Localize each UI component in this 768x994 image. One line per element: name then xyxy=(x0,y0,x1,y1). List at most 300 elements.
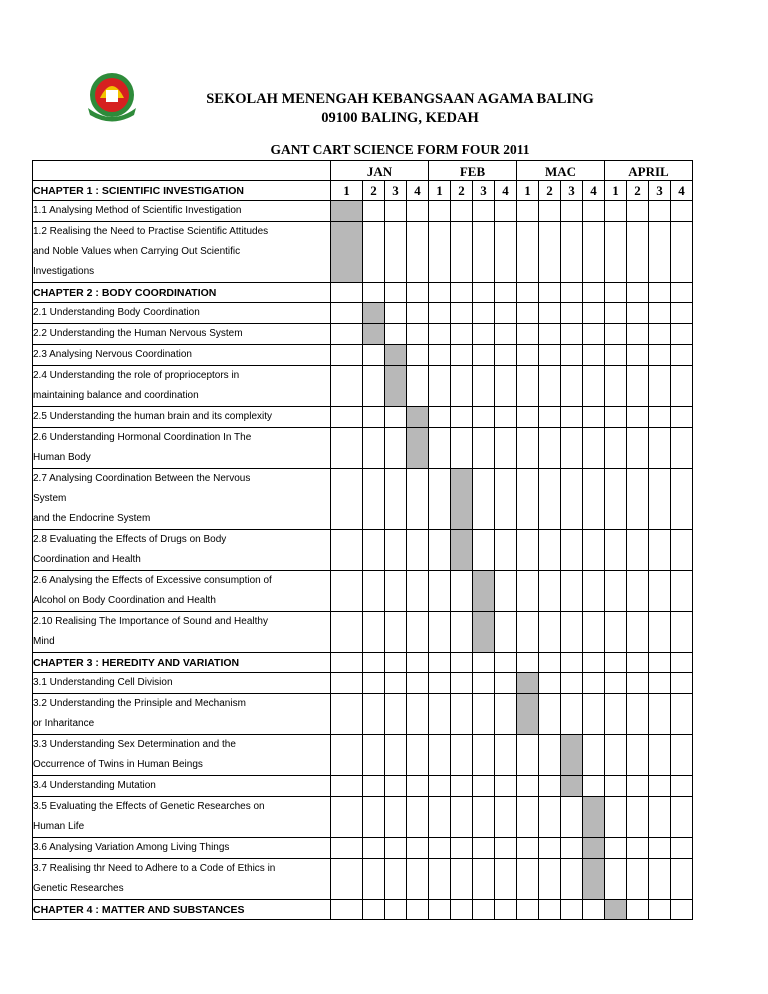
gantt-cell xyxy=(561,797,583,838)
gantt-cell xyxy=(539,366,561,407)
gantt-cell xyxy=(385,303,407,324)
gantt-cell xyxy=(495,469,517,530)
gantt-bar xyxy=(451,530,473,571)
gantt-cell xyxy=(495,673,517,694)
gantt-cell xyxy=(671,407,693,428)
gantt-cell xyxy=(649,283,671,303)
gantt-cell xyxy=(649,530,671,571)
activity-row xyxy=(33,324,693,345)
gantt-cell xyxy=(517,222,539,283)
month-label: JAN xyxy=(331,161,429,181)
gantt-cell xyxy=(605,735,627,776)
gantt-cell xyxy=(331,303,363,324)
activity-row xyxy=(33,673,693,694)
gantt-cell xyxy=(561,694,583,735)
gantt-cell xyxy=(671,428,693,469)
gantt-cell xyxy=(671,776,693,797)
gantt-bar xyxy=(605,900,627,920)
gantt-bar xyxy=(385,366,407,407)
gantt-cell xyxy=(473,407,495,428)
gantt-cell xyxy=(385,735,407,776)
gantt-cell xyxy=(385,838,407,859)
activity-label-line: Alcohol on Body Coordination and Health xyxy=(33,595,216,606)
gantt-cell xyxy=(407,612,429,653)
gantt-cell xyxy=(429,694,451,735)
activity-row xyxy=(33,407,693,428)
week-number: 2 xyxy=(451,181,473,201)
gantt-cell xyxy=(429,653,451,673)
gantt-cell xyxy=(583,530,605,571)
gantt-cell xyxy=(451,428,473,469)
gantt-cell xyxy=(539,530,561,571)
gantt-cell xyxy=(627,797,649,838)
gantt-cell xyxy=(385,469,407,530)
gantt-cell xyxy=(583,407,605,428)
activity-row xyxy=(33,735,693,776)
gantt-cell xyxy=(363,673,385,694)
activity-label xyxy=(33,366,331,407)
gantt-cell xyxy=(429,201,451,222)
gantt-bar xyxy=(363,324,385,345)
gantt-cell xyxy=(363,776,385,797)
gantt-bar xyxy=(561,776,583,797)
gantt-cell xyxy=(627,838,649,859)
gantt-cell xyxy=(451,222,473,283)
gantt-cell xyxy=(407,859,429,900)
gantt-cell xyxy=(495,283,517,303)
activity-label-line: and Noble Values when Carrying Out Scientific xyxy=(33,246,241,257)
gantt-cell xyxy=(517,345,539,366)
gantt-cell xyxy=(671,303,693,324)
gantt-cell xyxy=(495,366,517,407)
gantt-cell xyxy=(539,407,561,428)
activity-label-line: 2.1 Understanding Body Coordination xyxy=(33,307,200,318)
gantt-cell xyxy=(331,900,363,920)
gantt-cell xyxy=(561,303,583,324)
gantt-cell xyxy=(451,201,473,222)
gantt-cell xyxy=(429,735,451,776)
week-number: 4 xyxy=(407,181,429,201)
gantt-cell xyxy=(561,324,583,345)
activity-label-line: 3.5 Evaluating the Effects of Genetic Researches on xyxy=(33,801,265,812)
gantt-cell xyxy=(495,776,517,797)
gantt-cell xyxy=(605,345,627,366)
gantt-bar xyxy=(331,222,363,283)
gantt-cell xyxy=(605,530,627,571)
activity-label-line: 3.3 Understanding Sex Determination and the xyxy=(33,739,236,750)
gantt-cell xyxy=(363,797,385,838)
activity-label xyxy=(33,201,331,222)
gantt-cell xyxy=(385,530,407,571)
gantt-cell xyxy=(517,838,539,859)
gantt-cell xyxy=(331,776,363,797)
gantt-cell xyxy=(561,283,583,303)
gantt-cell xyxy=(539,653,561,673)
gantt-cell xyxy=(583,653,605,673)
activity-label xyxy=(33,612,331,653)
gantt-cell xyxy=(385,900,407,920)
gantt-cell xyxy=(605,324,627,345)
gantt-cell xyxy=(495,201,517,222)
month-label: FEB xyxy=(429,161,517,181)
gantt-cell xyxy=(429,571,451,612)
gantt-bar xyxy=(583,859,605,900)
gantt-cell xyxy=(363,283,385,303)
gantt-cell xyxy=(363,838,385,859)
gantt-cell xyxy=(517,900,539,920)
gantt-cell xyxy=(473,653,495,673)
gantt-cell xyxy=(331,838,363,859)
gantt-cell xyxy=(671,530,693,571)
gantt-cell xyxy=(583,900,605,920)
activity-label xyxy=(33,735,331,776)
gantt-cell xyxy=(331,428,363,469)
gantt-cell xyxy=(473,345,495,366)
gantt-cell xyxy=(649,469,671,530)
gantt-cell xyxy=(331,735,363,776)
gantt-cell xyxy=(583,366,605,407)
gantt-cell xyxy=(473,838,495,859)
gantt-cell xyxy=(605,797,627,838)
gantt-cell xyxy=(605,469,627,530)
gantt-cell xyxy=(473,303,495,324)
gantt-cell xyxy=(605,612,627,653)
week-number: 3 xyxy=(473,181,495,201)
gantt-cell xyxy=(517,859,539,900)
gantt-cell xyxy=(429,612,451,653)
gantt-bar xyxy=(407,407,429,428)
activity-label-line: 3.4 Understanding Mutation xyxy=(33,780,156,791)
gantt-cell xyxy=(473,797,495,838)
gantt-cell xyxy=(473,673,495,694)
gantt-cell xyxy=(539,694,561,735)
chapter-row xyxy=(33,900,693,920)
gantt-cell xyxy=(331,345,363,366)
gantt-cell xyxy=(429,303,451,324)
gantt-cell xyxy=(539,303,561,324)
month-header-row xyxy=(33,161,693,181)
gantt-cell xyxy=(649,797,671,838)
gantt-cell xyxy=(451,653,473,673)
gantt-cell xyxy=(561,407,583,428)
gantt-cell xyxy=(429,530,451,571)
activity-label-line: 2.3 Analysing Nervous Coordination xyxy=(33,349,192,360)
activity-row xyxy=(33,797,693,838)
gantt-bar xyxy=(473,612,495,653)
school-address: 09100 BALING, KEDAH xyxy=(321,110,479,126)
chapter-heading: CHAPTER 3 : HEREDITY AND VARIATION xyxy=(33,653,331,673)
gantt-cell xyxy=(583,201,605,222)
gantt-cell xyxy=(539,776,561,797)
gantt-cell xyxy=(473,776,495,797)
activity-label-line: maintaining balance and coordination xyxy=(33,390,199,401)
gantt-cell xyxy=(407,776,429,797)
week-number: 3 xyxy=(385,181,407,201)
gantt-cell xyxy=(539,838,561,859)
activity-label-line: Human Body xyxy=(33,452,91,463)
week-number: 4 xyxy=(583,181,605,201)
gantt-cell xyxy=(385,797,407,838)
gantt-cell xyxy=(539,797,561,838)
week-number: 1 xyxy=(429,181,451,201)
gantt-cell xyxy=(451,283,473,303)
activity-label-line: 2.2 Understanding the Human Nervous System xyxy=(33,328,243,339)
gantt-cell xyxy=(649,303,671,324)
activity-label-line: 2.5 Understanding the human brain and its complexity xyxy=(33,411,273,422)
gantt-cell xyxy=(495,324,517,345)
gantt-cell xyxy=(649,612,671,653)
gantt-bar xyxy=(583,838,605,859)
gantt-cell xyxy=(495,345,517,366)
gantt-cell xyxy=(495,900,517,920)
activity-label-line: 3.6 Analysing Variation Among Living Things xyxy=(33,842,230,853)
gantt-cell xyxy=(517,324,539,345)
activity-label xyxy=(33,345,331,366)
gantt-cell xyxy=(407,303,429,324)
gantt-cell xyxy=(539,324,561,345)
gantt-cell xyxy=(429,428,451,469)
gantt-cell xyxy=(561,900,583,920)
gantt-cell xyxy=(583,776,605,797)
gantt-bar xyxy=(583,797,605,838)
activity-label xyxy=(33,407,331,428)
activity-row xyxy=(33,303,693,324)
gantt-cell xyxy=(649,428,671,469)
gantt-cell xyxy=(451,694,473,735)
gantt-cell xyxy=(385,222,407,283)
activity-row xyxy=(33,776,693,797)
gantt-cell xyxy=(385,776,407,797)
gantt-cell xyxy=(331,653,363,673)
gantt-bar xyxy=(363,303,385,324)
gantt-cell xyxy=(407,469,429,530)
gantt-bar xyxy=(331,201,363,222)
gantt-cell xyxy=(627,776,649,797)
gantt-cell xyxy=(671,694,693,735)
gantt-cell xyxy=(671,283,693,303)
gantt-cell xyxy=(407,571,429,612)
gantt-cell xyxy=(473,366,495,407)
gantt-cell xyxy=(649,222,671,283)
gantt-cell xyxy=(539,571,561,612)
gantt-cell xyxy=(671,735,693,776)
activity-row xyxy=(33,201,693,222)
gantt-cell xyxy=(583,735,605,776)
gantt-cell xyxy=(451,735,473,776)
page-title: GANT CART SCIENCE FORM FOUR 2011 xyxy=(270,142,530,157)
gantt-bar xyxy=(473,571,495,612)
gantt-cell xyxy=(671,838,693,859)
gantt-cell xyxy=(627,612,649,653)
gantt-cell xyxy=(429,345,451,366)
gantt-cell xyxy=(429,797,451,838)
gantt-cell xyxy=(583,673,605,694)
gantt-cell xyxy=(385,407,407,428)
gantt-cell xyxy=(517,283,539,303)
gantt-cell xyxy=(363,694,385,735)
gantt-cell xyxy=(671,571,693,612)
gantt-cell xyxy=(539,345,561,366)
gantt-cell xyxy=(627,407,649,428)
gantt-cell xyxy=(495,222,517,283)
gantt-cell xyxy=(517,428,539,469)
gantt-cell xyxy=(539,201,561,222)
gantt-cell xyxy=(363,366,385,407)
gantt-cell xyxy=(495,838,517,859)
gantt-cell xyxy=(495,428,517,469)
week-number: 1 xyxy=(331,181,363,201)
gantt-cell xyxy=(517,303,539,324)
gantt-cell xyxy=(539,222,561,283)
chapter-heading: CHAPTER 2 : BODY COORDINATION xyxy=(33,283,331,303)
gantt-cell xyxy=(407,694,429,735)
activity-label xyxy=(33,324,331,345)
gantt-cell xyxy=(649,694,671,735)
gantt-cell xyxy=(517,571,539,612)
activity-label-line: Human Life xyxy=(33,821,85,832)
gantt-cell xyxy=(473,201,495,222)
gantt-cell xyxy=(627,469,649,530)
gantt-cell xyxy=(539,612,561,653)
activity-row xyxy=(33,694,693,735)
header-corner xyxy=(33,161,331,181)
gantt-cell xyxy=(407,283,429,303)
gantt-cell xyxy=(385,201,407,222)
gantt-cell xyxy=(331,797,363,838)
gantt-cell xyxy=(473,469,495,530)
gantt-cell xyxy=(385,324,407,345)
gantt-cell xyxy=(627,571,649,612)
gantt-chart-table xyxy=(32,160,693,920)
gantt-cell xyxy=(539,673,561,694)
gantt-cell xyxy=(671,653,693,673)
gantt-cell xyxy=(583,469,605,530)
week-header-row xyxy=(33,181,693,201)
week-number: 2 xyxy=(363,181,385,201)
gantt-cell xyxy=(517,735,539,776)
gantt-cell xyxy=(517,776,539,797)
gantt-cell xyxy=(671,797,693,838)
gantt-cell xyxy=(605,673,627,694)
gantt-cell xyxy=(407,222,429,283)
school-name: SEKOLAH MENENGAH KEBANGSAAN AGAMA BALING xyxy=(206,91,594,107)
gantt-cell xyxy=(561,673,583,694)
month-label: APRIL xyxy=(605,161,693,181)
activity-row xyxy=(33,222,693,283)
gantt-cell xyxy=(363,612,385,653)
gantt-cell xyxy=(331,673,363,694)
gantt-cell xyxy=(671,366,693,407)
gantt-cell xyxy=(561,838,583,859)
activity-label-line: 3.1 Understanding Cell Division xyxy=(33,677,173,688)
gantt-cell xyxy=(473,900,495,920)
activity-row xyxy=(33,366,693,407)
gantt-cell xyxy=(671,673,693,694)
gantt-cell xyxy=(429,366,451,407)
gantt-cell xyxy=(363,571,385,612)
activity-label-line: 2.10 Realising The Importance of Sound and Healthy xyxy=(33,616,268,627)
gantt-cell xyxy=(407,900,429,920)
gantt-cell xyxy=(561,530,583,571)
gantt-cell xyxy=(429,859,451,900)
gantt-cell xyxy=(429,900,451,920)
gantt-cell xyxy=(363,222,385,283)
activity-row xyxy=(33,571,693,612)
gantt-cell xyxy=(627,201,649,222)
gantt-cell xyxy=(429,673,451,694)
chapter-heading: CHAPTER 1 : SCIENTIFIC INVESTIGATION xyxy=(33,181,331,201)
gantt-cell xyxy=(385,694,407,735)
activity-row xyxy=(33,469,693,530)
activity-label-line: 2.4 Understanding the role of proprioceptors in xyxy=(33,370,240,381)
gantt-bar xyxy=(517,673,539,694)
gantt-cell xyxy=(385,673,407,694)
gantt-cell xyxy=(561,469,583,530)
gantt-cell xyxy=(583,324,605,345)
gantt-cell xyxy=(407,838,429,859)
gantt-cell xyxy=(331,859,363,900)
gantt-cell xyxy=(331,612,363,653)
activity-label-line: 2.7 Analysing Coordination Between the Nervous xyxy=(33,473,251,484)
gantt-cell xyxy=(627,694,649,735)
gantt-cell xyxy=(649,900,671,920)
gantt-cell xyxy=(407,530,429,571)
gantt-cell xyxy=(649,345,671,366)
gantt-cell xyxy=(331,469,363,530)
activity-label-line: Genetic Researches xyxy=(33,883,124,894)
gantt-cell xyxy=(363,469,385,530)
week-number: 2 xyxy=(627,181,649,201)
gantt-cell xyxy=(495,303,517,324)
gantt-cell xyxy=(583,345,605,366)
gantt-cell xyxy=(605,283,627,303)
activity-row xyxy=(33,530,693,571)
gantt-cell xyxy=(539,428,561,469)
gantt-cell xyxy=(671,612,693,653)
gantt-cell xyxy=(583,694,605,735)
gantt-cell xyxy=(605,407,627,428)
gantt-cell xyxy=(331,571,363,612)
gantt-cell xyxy=(561,653,583,673)
gantt-cell xyxy=(495,735,517,776)
gantt-cell xyxy=(605,201,627,222)
gantt-cell xyxy=(451,797,473,838)
gantt-cell xyxy=(331,283,363,303)
gantt-cell xyxy=(363,201,385,222)
activity-label-line: 2.6 Understanding Hormonal Coordination In The xyxy=(33,432,252,443)
activity-row xyxy=(33,838,693,859)
activity-label-line: System xyxy=(33,493,67,504)
gantt-cell xyxy=(671,469,693,530)
gantt-cell xyxy=(517,530,539,571)
gantt-cell xyxy=(561,201,583,222)
activity-row xyxy=(33,859,693,900)
gantt-cell xyxy=(451,838,473,859)
gantt-cell xyxy=(627,428,649,469)
gantt-cell xyxy=(583,303,605,324)
gantt-cell xyxy=(429,469,451,530)
activity-label xyxy=(33,694,331,735)
activity-label-line: 1.2 Realising the Need to Practise Scientific Attitudes xyxy=(33,226,269,237)
gantt-cell xyxy=(429,222,451,283)
school-crest-icon xyxy=(78,68,146,126)
chapter-heading: CHAPTER 4 : MATTER AND SUBSTANCES xyxy=(33,900,331,920)
gantt-cell xyxy=(649,735,671,776)
activity-row xyxy=(33,345,693,366)
gantt-cell xyxy=(407,345,429,366)
gantt-cell xyxy=(627,530,649,571)
activity-label-line: and the Endocrine System xyxy=(33,513,151,524)
